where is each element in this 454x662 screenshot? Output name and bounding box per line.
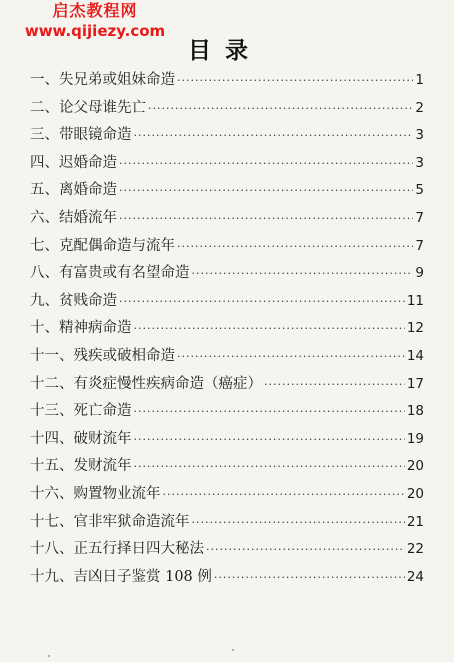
toc-entry [30, 68, 424, 96]
page-title: 目录 [188, 37, 262, 64]
watermark-site-url: www.qijiezy.com [24, 22, 166, 41]
toc-entry-label: 十三、死亡命造 [30, 403, 132, 420]
toc-entry-page: 11 [406, 292, 424, 309]
toc-entry-label: 十七、官非牢狱命造流年 [30, 513, 190, 530]
paper-speck [48, 655, 50, 657]
toc-leader-dots [119, 212, 413, 225]
toc-entry-label: 十四、破财流年 [30, 430, 132, 447]
toc-entry-page: 9 [415, 265, 424, 282]
toc-leader-dots [214, 571, 405, 584]
toc-entry-label: 九、贫贱命造 [30, 292, 117, 309]
toc-entry [30, 289, 424, 317]
toc-leader-dots [134, 433, 405, 446]
toc-leader-dots [192, 516, 405, 529]
toc-leader-dots [134, 129, 414, 142]
toc-entry [30, 427, 424, 455]
toc-leader-dots [119, 157, 413, 170]
toc-entry [30, 96, 424, 124]
toc-entry-label: 十一、残疾或破相命造 [30, 347, 175, 364]
toc-entry-label: 二、论父母谁先亡 [30, 99, 146, 116]
toc-leader-dots [177, 240, 413, 253]
toc-entry [30, 565, 424, 593]
toc-entry-label: 五、离婚命造 [30, 182, 117, 199]
toc-entry [30, 454, 424, 482]
toc-entry-label: 十、精神病命造 [30, 320, 132, 337]
toc-entry-page: 20 [406, 458, 424, 475]
toc-entry [30, 151, 424, 179]
toc-entry [30, 344, 424, 372]
toc-entry-label: 四、迟婚命造 [30, 154, 117, 171]
paper-speck [232, 649, 234, 651]
toc-entry-page: 2 [415, 99, 424, 116]
toc-leader-dots [119, 295, 405, 308]
toc-leader-dots [134, 460, 405, 473]
toc-leader-dots [134, 322, 405, 335]
toc-leader-dots [206, 543, 405, 556]
toc-leader-dots [192, 267, 414, 280]
toc-entry [30, 261, 424, 289]
toc-entry-label: 七、克配偶命造与流年 [30, 237, 175, 254]
toc-entry-page: 1 [415, 72, 424, 88]
toc-entry-page: 18 [406, 403, 424, 420]
toc-entry-page: 20 [406, 485, 424, 502]
toc-entry-page: 24 [406, 568, 424, 585]
toc-entry [30, 234, 424, 262]
toc-entry-page: 3 [415, 127, 424, 144]
table-of-contents [30, 68, 424, 592]
toc-entry-label: 三、带眼镜命造 [30, 127, 132, 144]
toc-entry-label: 六、结婚流年 [30, 209, 117, 226]
toc-entry-label: 一、失兄弟或姐妹命造 [30, 72, 175, 88]
toc-entry-label: 八、有富贵或有名望命造 [30, 265, 190, 282]
toc-entry-label: 十九、吉凶日子鉴赏 108 例 [30, 568, 212, 585]
toc-entry [30, 372, 424, 400]
toc-entry-page: 21 [406, 513, 424, 530]
toc-leader-dots [264, 378, 405, 391]
toc-leader-dots [177, 74, 413, 87]
toc-entry [30, 510, 424, 538]
toc-entry-page: 3 [415, 154, 424, 171]
toc-entry [30, 482, 424, 510]
toc-leader-dots [119, 184, 413, 197]
watermark-site-name: 启杰教程网 [52, 1, 138, 20]
toc-entry-page: 5 [415, 182, 424, 199]
toc-leader-dots [148, 102, 413, 115]
toc-entry-label: 十八、正五行择日四大秘法 [30, 541, 204, 558]
toc-entry-page: 7 [415, 209, 424, 226]
toc-entry-page: 14 [406, 347, 424, 364]
toc-entry-page: 17 [406, 375, 424, 392]
toc-leader-dots [163, 488, 405, 501]
toc-leader-dots [177, 350, 405, 363]
toc-entry [30, 399, 424, 427]
toc-leader-dots [134, 405, 405, 418]
toc-entry-page: 22 [406, 541, 424, 558]
watermark-logo [10, 2, 180, 41]
toc-entry-page: 12 [406, 320, 424, 337]
toc-entry-label: 十二、有炎症慢性疾病命造（癌症） [30, 375, 262, 392]
toc-entry [30, 123, 424, 151]
toc-entry-page: 19 [406, 430, 424, 447]
toc-entry [30, 537, 424, 565]
toc-entry [30, 178, 424, 206]
toc-entry-label: 十六、购置物业流年 [30, 485, 161, 502]
toc-entry [30, 316, 424, 344]
toc-entry-page: 7 [415, 237, 424, 254]
toc-entry [30, 206, 424, 234]
toc-entry-label: 十五、发财流年 [30, 458, 132, 475]
